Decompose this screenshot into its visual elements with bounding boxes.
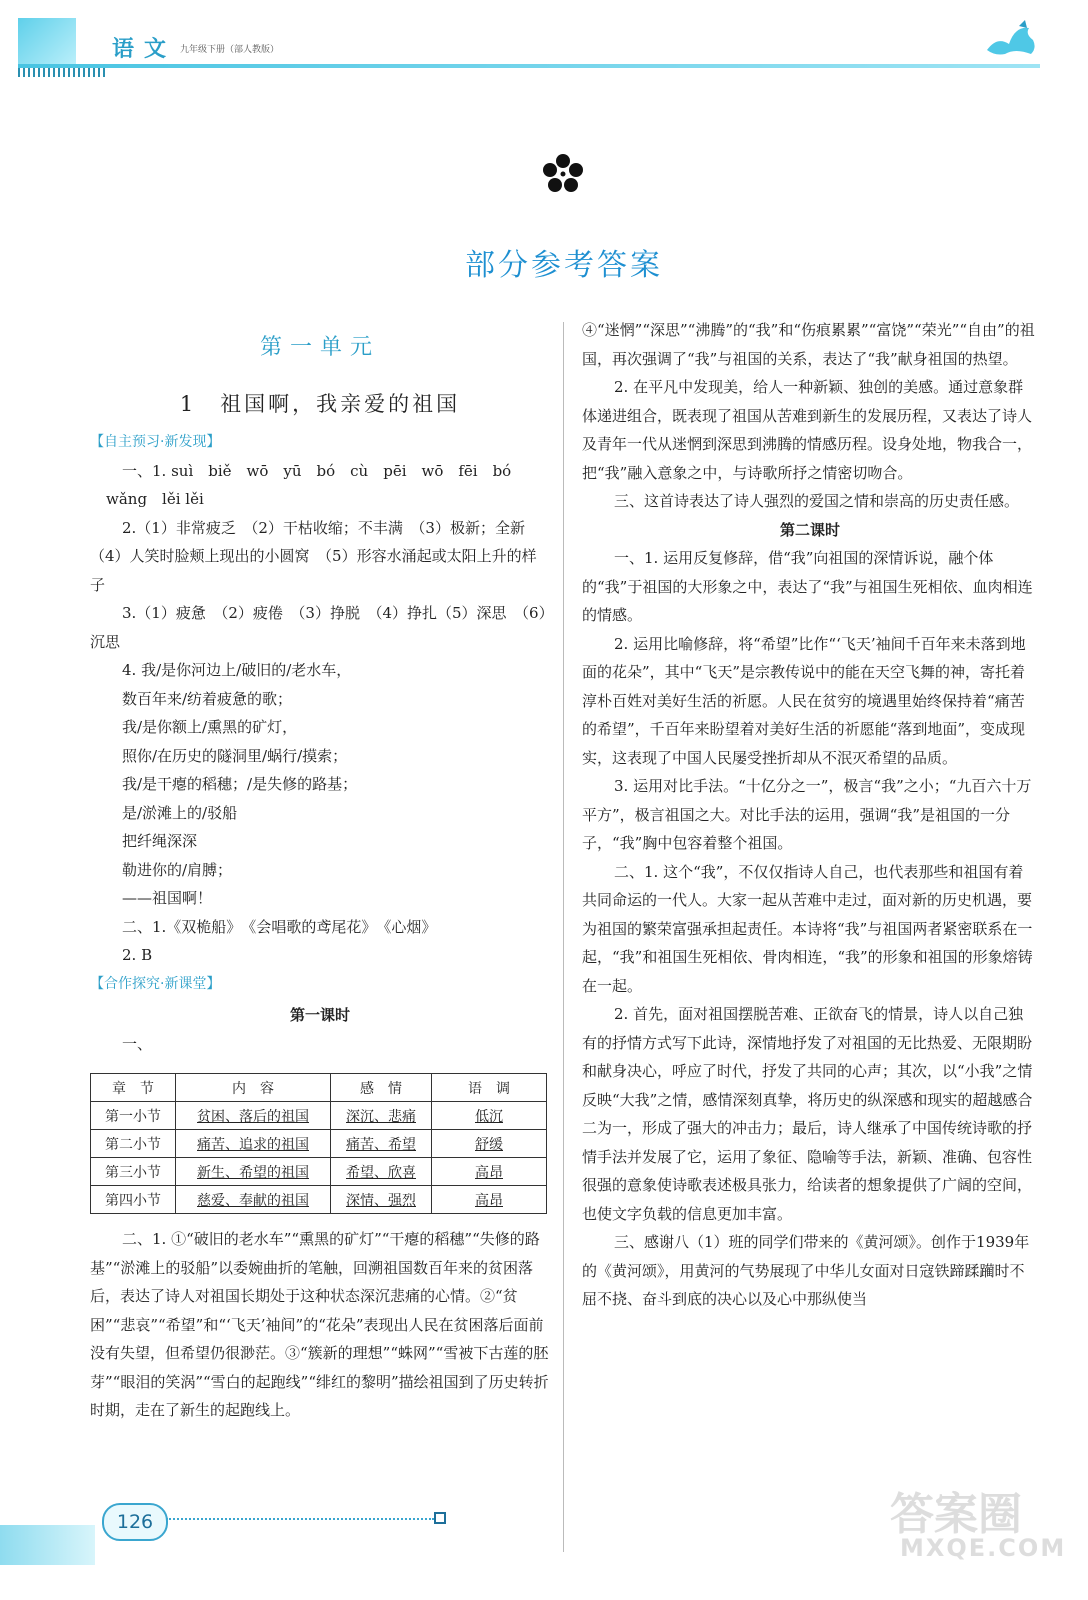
table-cell: 深沉、悲痛 [331,1102,432,1130]
page-title: 部分参考答案 [465,248,663,283]
answer-pinyin-cont: wǎng lěi lěi [106,490,204,508]
poem-line: 我/是你额上/熏黑的矿灯， [122,718,298,736]
footer-square-icon [434,1512,446,1524]
table-cell: 低沉 [432,1102,547,1130]
answer-paragraph: ④“迷惘”“深思”“沸腾”的“我”和“伤痕累累”“富饶”“荣光”“自由”的祖国，再次强调了“我”与祖国的关系，表达了“我”献身祖国的热望。 [582,321,1035,368]
answer-2-2: 2. B [122,946,153,964]
right-column [582,316,1038,1314]
answer-paragraph: 2. 首先，面对祖国摆脱苦难、正欲奋飞的情景，诗人以自己独有的抒情方式写下此诗，深情地抒发了对祖国的无比热爱、无限期盼和献身决心，呼应了时代，抒发了共同的心声；其次，以“小我”之情反映“大我”之情，感情深刻真挚，将历史的纵深感和现实的超越感合二为一，形成了强大的冲击力；最后，诗人继承了中国传统诗歌的抒情手法并发展了它，运用了象征、隐喻等手法，新颖、准确、包容性很强的意象使诗歌表述极具张力，给读者的想象提供了广阔的空间，也使文字负载的信息更加丰富。 [582,1005,1033,1223]
table-cell: 第三小节 [91,1158,176,1186]
table-row [91,1186,547,1214]
answer-paragraph: 2. 运用比喻修辞，将“希望”比作“‘飞天’袖间千百年来未落到地面的花朵”，其中“飞天”是宗教传说中的能在天空飞舞的神，寄托着淳朴百姓对美好生活的祈愿。人民在贫穷的境遇里始终保持着“痛苦的希望”，千百年来盼望着对美好生活的祈愿能“落到地面”，变成现实，这表现了中国人民屡受挫折却从不泯灭希望的品质。 [582,634,1026,767]
poem-line: 我/是干瘪的稻穗；/是失修的路基； [122,775,358,793]
answer-pinyin: 一、1. suì biě wō yū bó cù pēi wō fēi bó [122,461,512,480]
left-column-top [90,428,550,1058]
answer-paragraph: 一、1. 运用反复修辞，借“我”向祖国的深情诉说，融个体的“我”于祖国的大形象之中，表达了“我”与祖国生死相依、血肉相连的情感。 [582,549,1033,624]
table-header: 章 节 [91,1074,176,1102]
table-cell: 慈爱、奉献的祖国 [176,1186,331,1214]
answer-paragraph: 3. 运用对比手法。“十亿分之一”，极言“我”之小；“九百六十万平方”，极言祖国之大。对比手法的运用，强调“我”是祖国的一分子，“我”胸中包容着整个祖国。 [582,777,1032,852]
subject-label: 语文 [112,37,177,62]
subheading-lesson-1: 第一课时 [289,1006,350,1024]
poem-line: ——祖国啊！ [122,889,213,907]
table-row [91,1130,547,1158]
table-row [91,1158,547,1186]
lesson-title: 1 祖国啊，我亲爱的祖国 [179,392,461,416]
table-cell: 痛苦、追求的祖国 [176,1130,331,1158]
poem-line: 勒进你的/肩膊； [122,860,233,879]
answer-paragraph: 三、这首诗表达了诗人强烈的爱国之情和崇高的历史责任感。 [614,492,1020,510]
header-decoration [18,18,76,68]
answer-3: 3.（1）疲惫 （2）疲倦 （3）挣脱 （4）挣扎（5）深思 （6）沉思 [90,604,547,651]
footer-dots [166,1518,434,1520]
table-header: 语 调 [432,1074,547,1102]
table-cell: 第二小节 [91,1130,176,1158]
section-tag-preview: 【自主预习·新发现】 [90,434,221,450]
table-cell: 贫困、落后的祖国 [176,1102,331,1130]
header-rule [18,64,1040,68]
subheading-lesson-2: 第二课时 [779,520,840,539]
answer-paragraph: 二、1. ①“破旧的老水车”“熏黑的矿灯”“干瘪的稻穗”“失修的路基”“淤滩上的驳船”以委婉曲折的笔触，回溯祖国数百年来的贫困落后，表达了诗人对祖国长期处于这种状态深沉悲痛的心情。②“贫困”“悲哀”“希望”和“‘飞天’袖间”的“花朵”表现出人民在贫困落后面前没有失望，但希望仍很渺茫。③“簇新的理想”“蛛网”“雪被下古莲的胚芽”“眼泪的笑涡”“雪白的起跑线”“绯红的黎明”描绘祖国到了历史转折时期，走在了新生的起跑线上。 [90,1230,549,1419]
table-header: 感 情 [331,1074,432,1102]
answer-paragraph: 二、1. 这个“我”，不仅仅指诗人自己，也代表那些和祖国有着共同命运的一代人。大家一起从苦难中走过，面对新的历史机遇，要为祖国的繁荣富强承担起责任。本诗将“我”与祖国两者紧密联系在一起，“我”和祖国生死相依、骨肉相连，“我”的形象和祖国的形象熔铸在一起。 [582,862,1033,995]
answer-paragraph: 2. 在平凡中发现美，给人一种新颖、独创的美感。通过意象群体递进组合，既表现了祖国从苦难到新生的发展历程，又表达了诗人及青年一代从迷惘到深思到沸腾的情感历程。设身处地，物我合一，把“我”融入意象之中，与诗歌所抒之情密切吻合。 [582,378,1033,482]
poem-line: 数百年来/纺着疲惫的歌； [122,689,293,708]
watermark: 答案圈 [890,1489,1022,1540]
left-column-bottom [90,1225,550,1425]
table-header: 内 容 [176,1074,331,1102]
watermark-url: MXQE.COM [900,1534,1067,1562]
footer-decoration [0,1525,95,1565]
table-lead: 一、 [122,1034,153,1053]
wave-icon [985,18,1040,58]
table-cell: 希望、欣喜 [331,1158,432,1186]
poem-block [90,656,550,913]
table-cell: 高昂 [432,1186,547,1214]
unit-title: 第一单元 [259,335,380,360]
table-cell: 深情、强烈 [331,1186,432,1214]
poem-line: 把纤绳深深 [122,832,198,850]
column-divider [563,322,564,1552]
answer-paragraph: 三、感谢八（1）班的同学们带来的《黄河颂》。创作于1939年的《黄河颂》，用黄河的气势展现了中华儿女面对日寇铁蹄蹂躏时不屈不挠、奋斗到底的决心以及心中那纵使当 [582,1233,1030,1308]
page-number: 126 [102,1503,168,1541]
table-cell: 第一小节 [91,1102,176,1130]
poem-line: 4. 我/是你河边上/破旧的/老水车， [122,661,352,679]
table-cell: 高昂 [432,1158,547,1186]
answer-2: 2.（1）非常疲乏 （2）干枯收缩；不丰满 （3）极新；全新 （4）人笑时脸颊上现出的小圆窝 （5）形容水涌起或太阳上升的样子 [90,518,540,594]
answer-2-1: 二、1.《双桅船》 《会唱歌的鸢尾花》 《心烟》 [122,917,437,936]
grade-label: 九年级下册（部人教版） [180,45,280,55]
table-header-row [91,1074,547,1102]
poem-line: 是/淤滩上的/驳船 [122,803,238,822]
flower-icon [540,152,586,196]
poem-line: 照你/在历史的隧洞里/蜗行/摸索； [122,746,348,765]
header-ticks [18,68,108,77]
answer-table [90,1073,547,1214]
section-tag-coop: 【合作探究·新课堂】 [90,975,221,992]
table-cell: 舒缓 [432,1130,547,1158]
table-cell: 新生、希望的祖国 [176,1158,331,1186]
table-cell: 痛苦、希望 [331,1130,432,1158]
table-row [91,1102,547,1130]
table-cell: 第四小节 [91,1186,176,1214]
